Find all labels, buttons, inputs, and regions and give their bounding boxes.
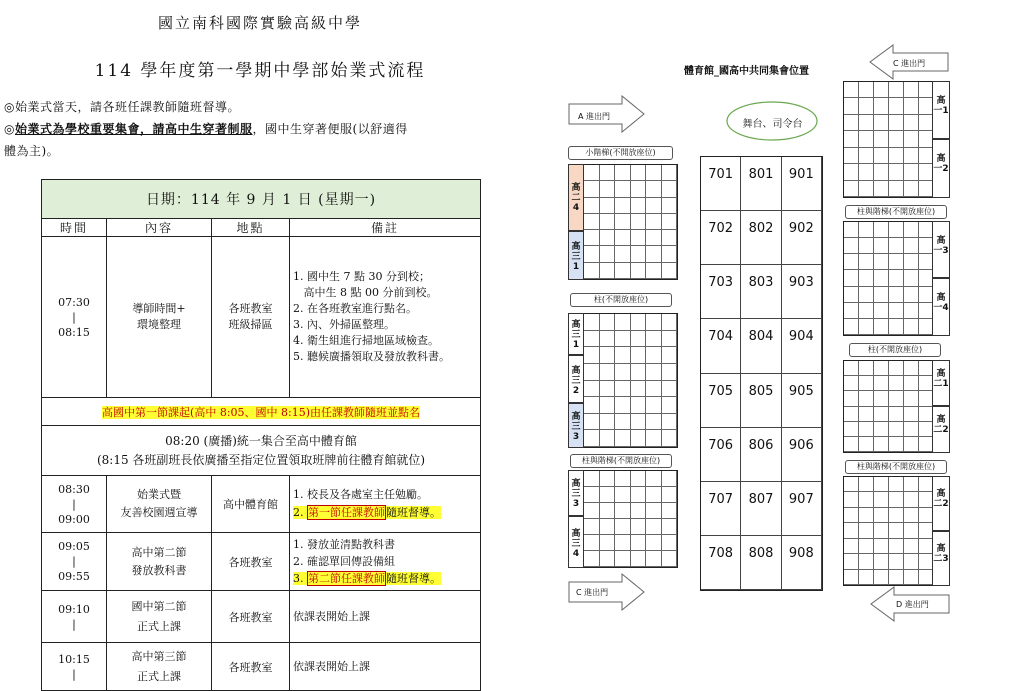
room-cell: 802: [741, 211, 781, 265]
row-place: 各班教室 班級掃區: [212, 237, 290, 398]
room-cell: 908: [782, 536, 822, 590]
room-cell: 707: [701, 482, 741, 536]
header-notes: 備註: [290, 219, 481, 237]
room-cell: 907: [782, 482, 822, 536]
table-row: [42, 237, 481, 398]
room-cell: 703: [701, 265, 741, 319]
header-place: 地點: [212, 219, 290, 237]
room-cell: 801: [741, 157, 781, 211]
seat-grid: [568, 164, 678, 280]
note-2-cont: 體為主)。: [4, 144, 60, 158]
class-tag: 高二1: [932, 360, 950, 406]
room-cell: 804: [741, 319, 781, 373]
stage-label: 舞台、司令台: [742, 119, 803, 130]
small-stairs-label: 小階梯(不開放座位): [568, 146, 673, 160]
row-content: 導師時間+ 環境整理: [107, 237, 212, 398]
row-notes: 1. 國中生 7 點 30 分到校； 高中生 8 點 00 分前到校。 2. 在各班教室進行點名。 3. 內、外掃區整理。 4. 衛生組進行掃地區域檢查。 5. 聽候廣播領取及發放教科書。: [290, 237, 481, 398]
gate-c-bottom-label: C 進出門: [576, 588, 609, 597]
class-tag: 高二2: [932, 476, 950, 531]
room-cell: 706: [701, 428, 741, 482]
room-cell: 702: [701, 211, 741, 265]
map-title: 體育館_國高中共同集會位置: [684, 66, 809, 77]
classroom-grid: [700, 156, 823, 591]
header-time: 時間: [42, 219, 107, 237]
room-cell: 704: [701, 319, 741, 373]
class-tag: 高三1: [568, 231, 584, 280]
room-cell: 701: [701, 157, 741, 211]
schedule-date: 日期：114 年 9 月 1 日 (星期一): [42, 180, 481, 219]
table-row: 10:15 | 高中第三節 正式上課 各班教室 依課表開始上課: [42, 643, 481, 691]
table-row: 08:30 | 09:00 始業式暨 友善校園週宣導 高中體育館 1. 校長及各處室主任勉勵。 2. 第一節任課教師隨班督導。: [42, 476, 481, 533]
class-tag: 高三1: [568, 313, 584, 355]
school-name: 國立南科國際實驗高級中學: [157, 14, 362, 32]
class-tag: 高一3: [932, 221, 950, 278]
row-time: 07:30 | 08:15: [42, 237, 107, 398]
assembly-line-1: 08:20 (廣播)統一集合至高中體育館: [165, 433, 357, 448]
header-content: 內容: [107, 219, 212, 237]
room-cell: 904: [782, 319, 822, 373]
table-row: 09:05 | 09:55 高中第二節 發放教科書 各班教室 1. 發放並清點教科書 2. 確認單回傳設備組 3. 第二節任課教師隨班督導。: [42, 533, 481, 591]
room-cell: 805: [741, 374, 781, 428]
seat-grid: [568, 470, 678, 568]
class-tag: 高二4: [568, 164, 584, 231]
document-title: 114 學年度第一學期中學部始業式流程: [94, 61, 426, 81]
room-cell: 808: [741, 536, 781, 590]
room-cell: 806: [741, 428, 781, 482]
class-tag: 高三4: [568, 516, 584, 568]
pillar-stairs-right-bottom-label: 柱與階梯(不開放座位): [845, 460, 947, 474]
table-row: 09:10 | 國中第二節 正式上課 各班教室 依課表開始上課: [42, 591, 481, 643]
gate-a-label: A 進出門: [578, 112, 611, 121]
class-tag: 高三3: [568, 470, 584, 516]
class-tag: 高三2: [568, 355, 584, 403]
class-tag: 高一4: [932, 278, 950, 336]
room-cell: 903: [782, 265, 822, 319]
room-cell: 905: [782, 374, 822, 428]
room-cell: 906: [782, 428, 822, 482]
schedule-table: [41, 179, 481, 691]
pillar-stairs-left-label: 柱與階梯(不開放座位): [570, 454, 672, 468]
assembly-row: [42, 426, 481, 476]
assembly-line-2: (8:15 各班副班長依廣播至指定位置領取班牌前往體育館就位): [96, 452, 426, 467]
room-cell: 705: [701, 374, 741, 428]
room-cell: 803: [741, 265, 781, 319]
room-cell: 807: [741, 482, 781, 536]
class-tag: 高二2: [932, 406, 950, 453]
gate-d-label: D 進出門: [896, 600, 929, 609]
class-tag: 高二3: [932, 531, 950, 586]
room-cell: 708: [701, 536, 741, 590]
pillar-left-label: 柱(不開放座位): [570, 293, 672, 307]
banner-row: [42, 398, 481, 426]
class-tag: 高三3: [568, 403, 584, 448]
gate-c-top-label: C 進出門: [893, 59, 926, 68]
note-2: ◎始業式為學校重要集會，請高中生穿著制服，國中生穿著便服(以舒適得: [4, 122, 408, 136]
banner-text: 高國中第一節課起(高中 8:05、國中 8:15)由任課教師隨班並點名: [102, 405, 421, 419]
seat-grid: [568, 313, 678, 448]
room-cell: 902: [782, 211, 822, 265]
note-1: ◎始業式當天，請各班任課教師隨班督導。: [4, 100, 240, 114]
class-tag: 高一2: [932, 139, 950, 198]
pillar-right-label: 柱(不開放座位): [849, 343, 941, 357]
pillar-stairs-right-top-label: 柱與階梯(不開放座位): [845, 205, 947, 219]
class-tag: 高一1: [932, 81, 950, 139]
room-cell: 901: [782, 157, 822, 211]
